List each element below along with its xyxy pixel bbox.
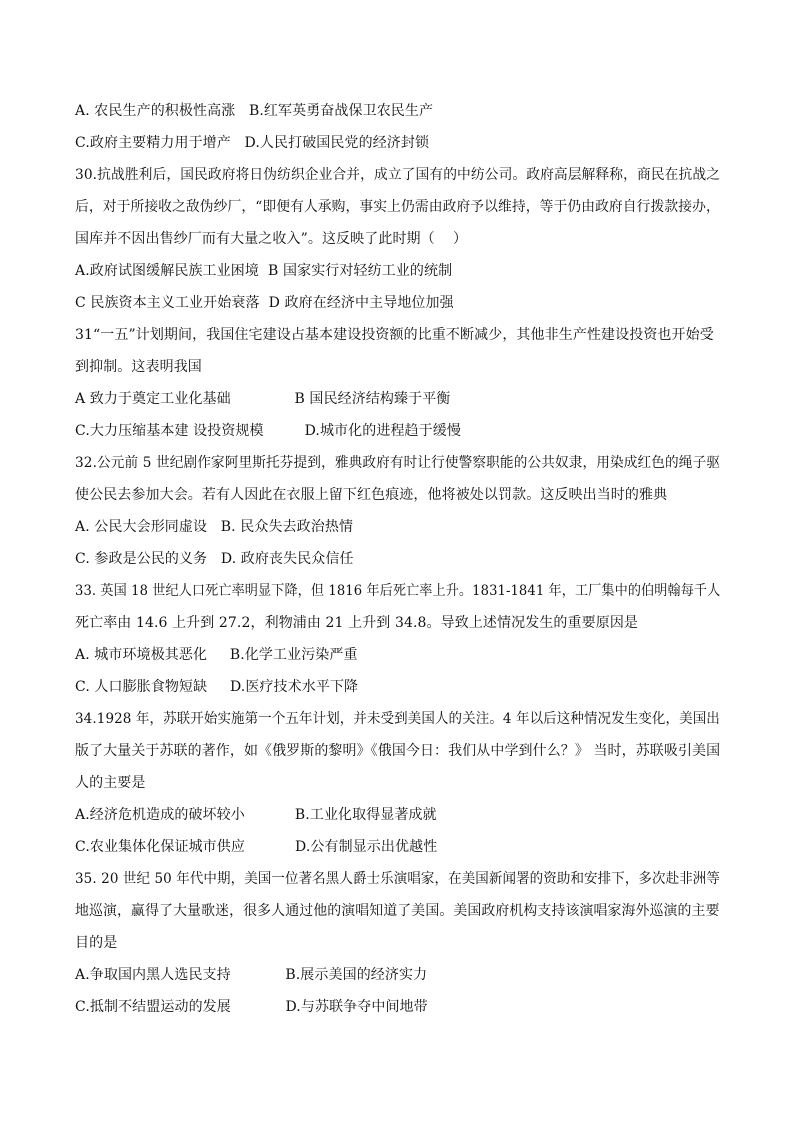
q33-stem-line-1: 33. 英国 18 世纪人口死亡率明显下降，但 1816 年后死亡率上升。1831-1841 年，工厂集中的伯明翰每千人 <box>75 583 721 599</box>
q31-options-cd: C.大力压缩基本建 设投资规模 D.城市化的进程趋于缓慢 <box>75 423 461 439</box>
q32-options-ab: A. 公民大会形同虚设 B. 民众失去政治热情 <box>75 519 354 535</box>
q29-options-ab: A. 农民生产的积极性高涨 B.红军英勇奋战保卫农民生产 <box>75 103 434 119</box>
q35-options-ab: A.争取国内黑人选民支持 B.展示美国的经济实力 <box>75 967 428 983</box>
q34-stem-line-2: 版了大量关于苏联的著作，如《俄罗斯的黎明》《俄国今日：我们从中学到什么？》 当时，苏联吸引美国 <box>75 743 721 759</box>
q34-stem-line-1: 34.1928 年，苏联开始实施第一个五年计划，并未受到美国人的关注。4 年以后这种情况发生变化，美国出 <box>75 711 720 727</box>
q34-options-cd: C.农业集体化保证城市供应 D.公有制显示出优越性 <box>75 839 438 855</box>
q33-options-cd: C. 人口膨胀食物短缺 D.医疗技术水平下降 <box>75 679 359 695</box>
q31-options-ab: A 致力于奠定工业化基础 B 国民经济结构臻于平衡 <box>75 391 451 407</box>
q35-stem-line-2: 地巡演，赢得了大量歌迷，很多人通过他的演唱知道了美国。美国政府机构支持该演唱家海外巡演的主要 <box>75 903 720 919</box>
q30-stem-line-2: 后，对于所接收之敌伪纱厂，“即便有人承购，事实上仍需由政府予以维持，等于仍由政府自行拨款接办， <box>75 199 720 215</box>
q31-stem-line-1: 31“一五”计划期间，我国住宅建设占基本建设投资额的比重不断减少，其他非生产性建设投资也开始受 <box>75 327 714 343</box>
q32-stem-line-1: 32.公元前 5 世纪剧作家阿里斯托芬提到，雅典政府有时让行使警察职能的公共奴隶，用染成红色的绳子驱 <box>75 455 721 471</box>
q33-stem-line-2: 死亡率由 14.6 上升到 27.2，利物浦由 21 上升到 34.8。导致上述情况发生的重要原因是 <box>75 615 639 631</box>
q30-stem-line-3: 国库并不因出售纱厂而有大量之收入”。这反映了此时期（ ） <box>75 231 468 247</box>
q32-options-cd: C. 参政是公民的义务 D. 政府丧失民众信任 <box>75 551 354 567</box>
q30-stem-line-1: 30.抗战胜利后，国民政府将日伪纺织企业合并，成立了国有的中纺公司。政府高层解释称，商民在抗战之 <box>75 167 721 183</box>
q34-options-ab: A.经济危机造成的破坏较小 B.工业化取得显著成就 <box>75 807 437 823</box>
q31-stem-line-2: 到抑制。这表明我国 <box>75 359 202 375</box>
q35-options-cd: C.抵制不结盟运动的发展 D.与苏联争夺中间地带 <box>75 999 428 1015</box>
q32-stem-line-2: 使公民去参加大会。若有人因此在衣服上留下红色痕迹，他将被处以罚款。这反映出当时的雅典 <box>75 487 668 503</box>
q35-stem-line-3: 目的是 <box>75 935 118 951</box>
q34-stem-line-3: 人的主要是 <box>75 775 146 791</box>
q30-options-cd: C 民族资本主义工业开始衰落 D 政府在经济中主导地位加强 <box>75 295 454 311</box>
q29-options-cd: C.政府主要精力用于增产 D.人民打破国民党的经济封锁 <box>75 135 430 151</box>
q33-options-ab: A. 城市环境极其恶化 B.化学工业污染严重 <box>75 647 358 663</box>
q35-stem-line-1: 35. 20 世纪 50 年代中期，美国一位著名黑人爵士乐演唱家，在美国新闻署的资助和安排下，多次赴非洲等 <box>75 871 720 887</box>
q30-options-ab: A.政府试图缓解民族工业困境 B 国家实行对轻纺工业的统制 <box>75 263 453 279</box>
